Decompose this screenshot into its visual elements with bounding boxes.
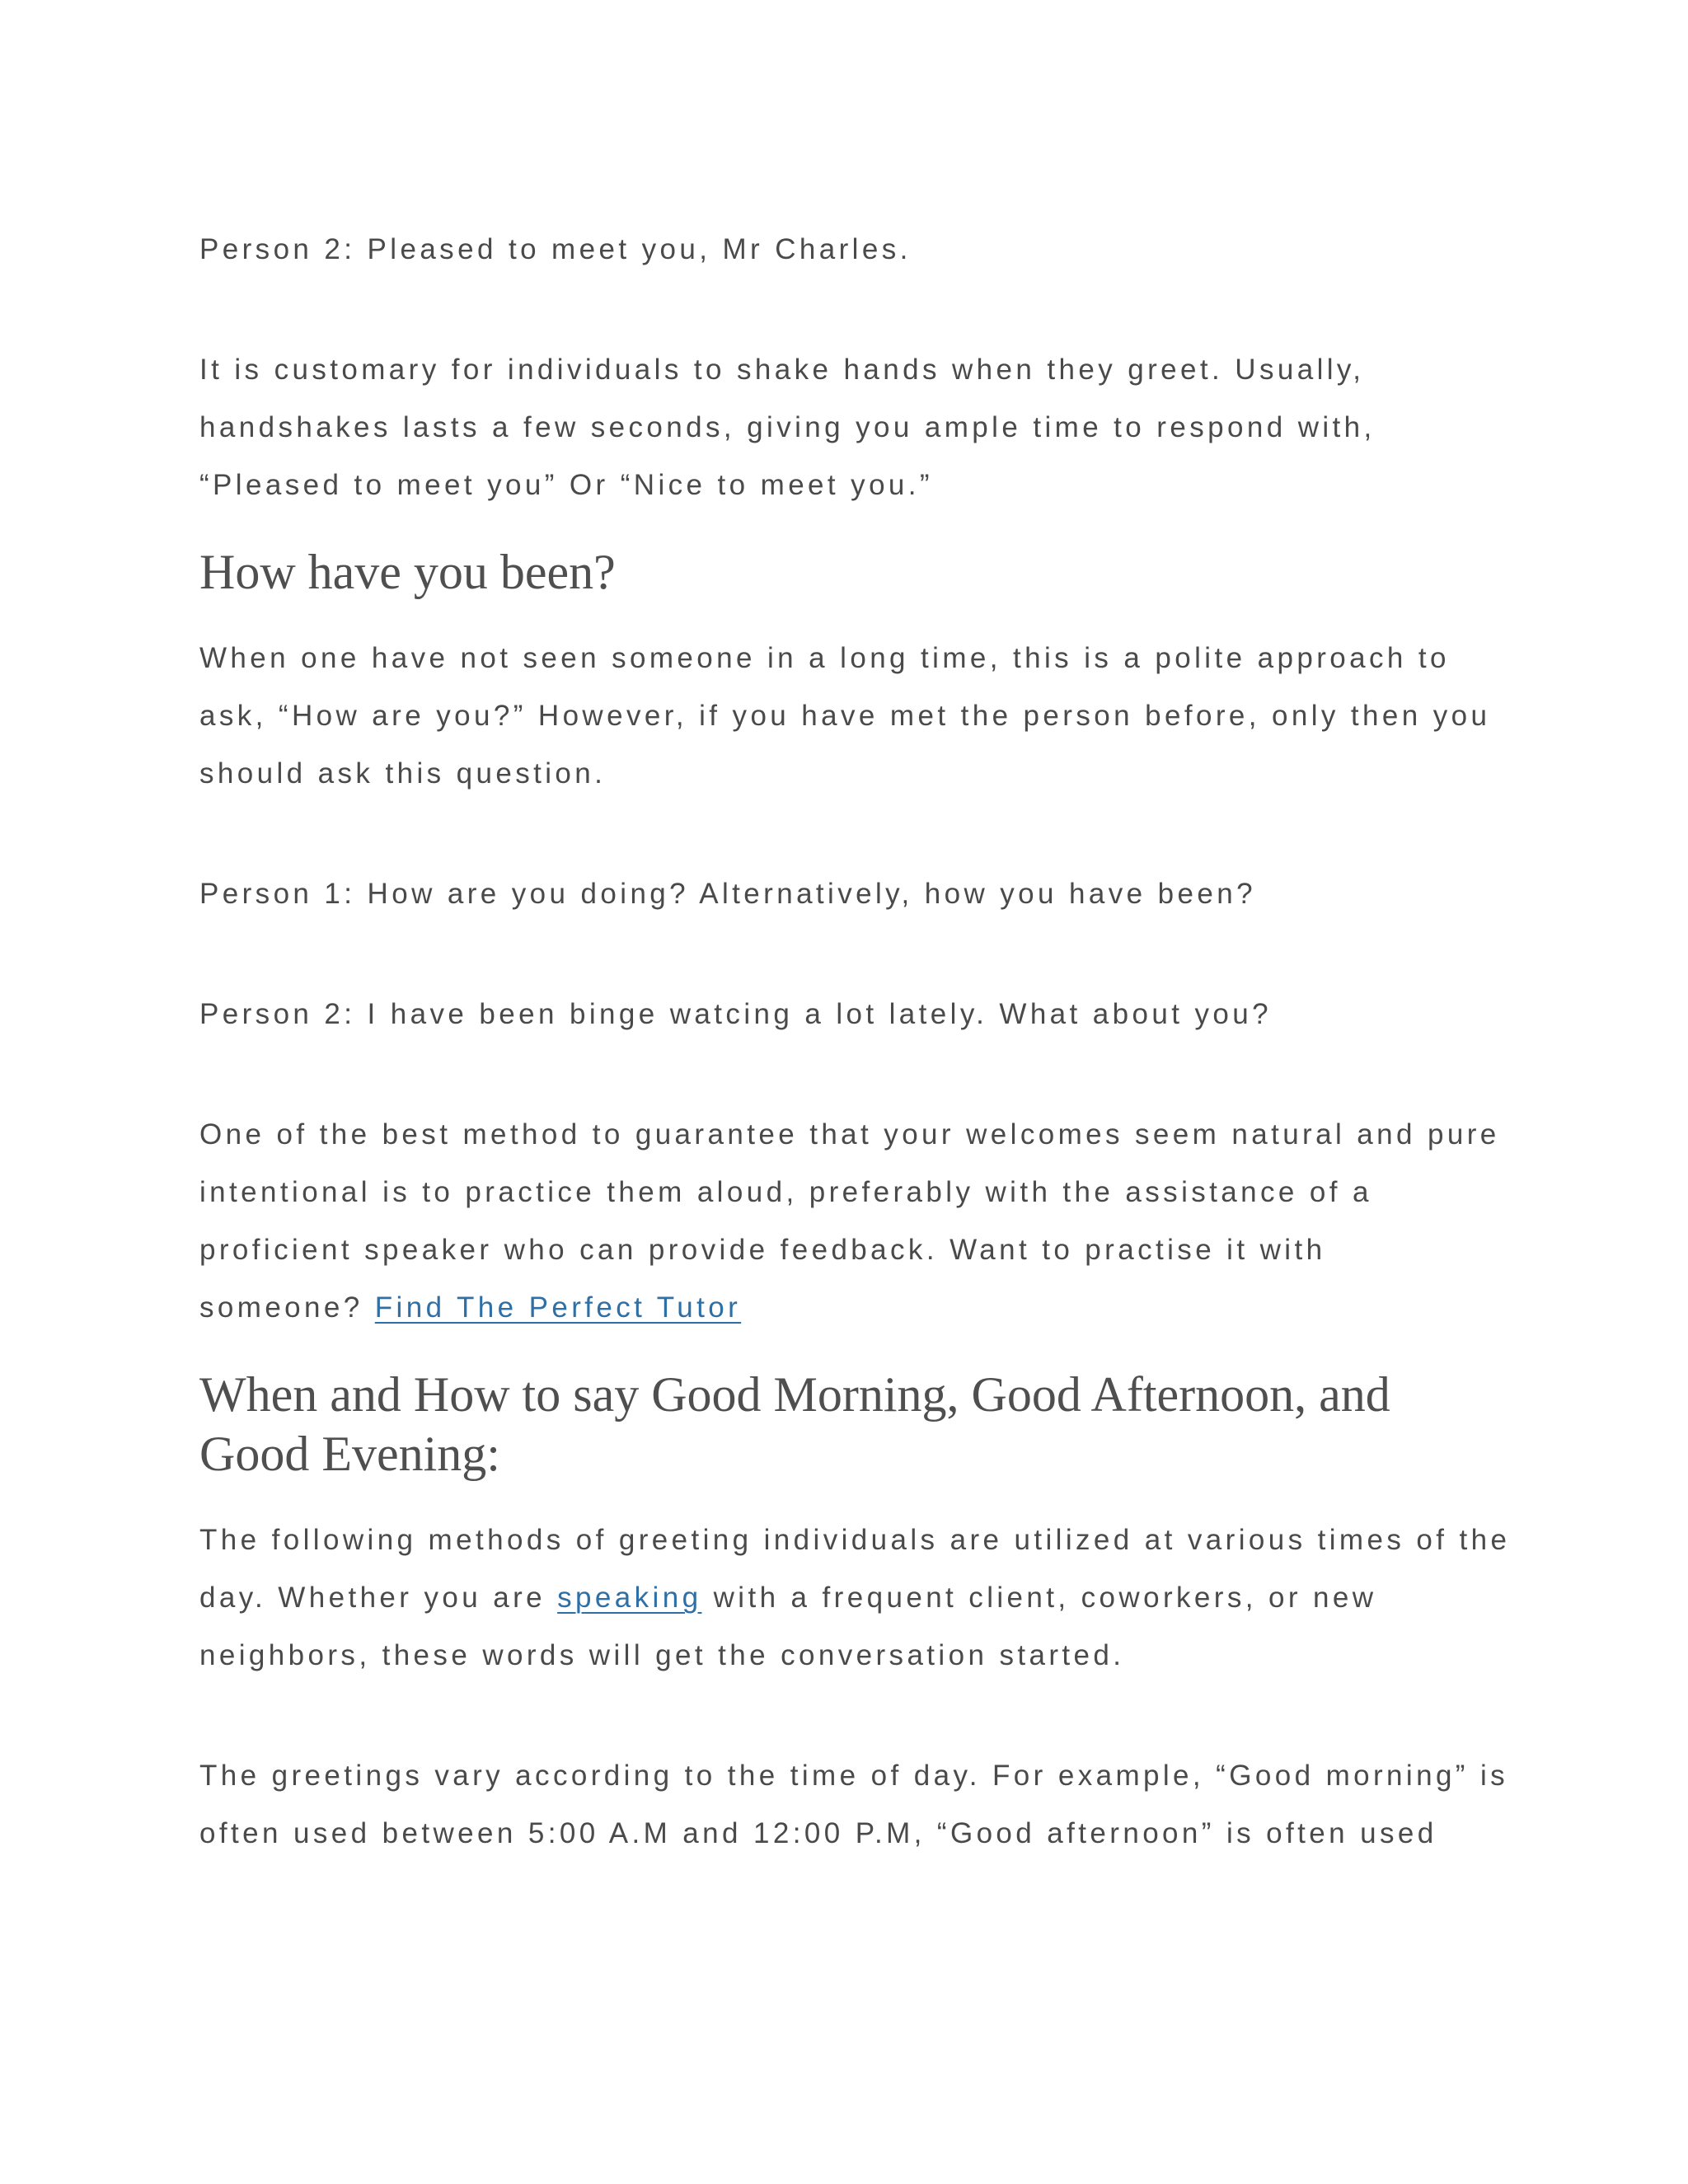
- text-fragment: someone?: [199, 1291, 375, 1324]
- text-line: neighbors, these words will get the conversation started.: [199, 1639, 1125, 1671]
- find-tutor-link[interactable]: Find The Perfect Tutor: [374, 1291, 742, 1324]
- text-line: [199, 1569, 1510, 1627]
- paragraph-greeting-methods: [199, 1511, 1510, 1685]
- paragraph-person2-reply: [199, 986, 1510, 1043]
- text-line: intentional is to practice them aloud, preferably with the assistance of a: [199, 1176, 1372, 1208]
- text-line: ask, “How are you?” However, if you have met the person before, only then you: [199, 700, 1491, 732]
- text-line: often used between 5:00 A.M and 12:00 P.M, “Good afternoon” is often used: [199, 1817, 1437, 1849]
- heading-greetings-by-time: [199, 1365, 1510, 1483]
- text-fragment: with a frequent client, coworkers, or new: [701, 1582, 1377, 1614]
- text-line: The following methods of greeting individuals are utilized at various times of the: [199, 1524, 1511, 1556]
- speaking-link[interactable]: speaking: [557, 1582, 702, 1614]
- paragraph-polite-approach: [199, 630, 1510, 803]
- text-line: Person 2: I have been binge watcing a lot lately. What about you?: [199, 998, 1272, 1030]
- paragraph-practice-aloud: [199, 1106, 1510, 1337]
- text-line: One of the best method to guarantee that your welcomes seem natural and pure: [199, 1118, 1500, 1151]
- heading-how-have-you-been: How have you been?: [199, 545, 616, 599]
- text-line: proficient speaker who can provide feedback. Want to practise it with: [199, 1234, 1326, 1266]
- text-line: Person 1: How are you doing? Alternatively, how you have been?: [199, 878, 1256, 910]
- text-line: It is customary for individuals to shake hands when they greet. Usually,: [199, 354, 1365, 386]
- text-line: When one have not seen someone in a long time, this is a polite approach to: [199, 642, 1450, 674]
- text-line: Person 2: Pleased to meet you, Mr Charles.: [199, 233, 912, 265]
- paragraph-greetings-vary: [199, 1747, 1510, 1863]
- spacer: [199, 1043, 1510, 1106]
- text-fragment: day. Whether you are: [199, 1582, 558, 1614]
- text-line: The greetings vary according to the time of day. For example, “Good morning” is: [199, 1760, 1509, 1792]
- spacer: [199, 279, 1510, 341]
- paragraph-handshake: [199, 341, 1510, 514]
- paragraph-person2-greeting: [199, 221, 1510, 279]
- heading-line: When and How to say Good Morning, Good Afternoon, and: [199, 1367, 1390, 1422]
- spacer: [199, 803, 1510, 865]
- spacer: [199, 1685, 1510, 1747]
- text-line: [199, 1279, 1510, 1337]
- spacer: [199, 923, 1510, 986]
- heading-line: Good Evening:: [199, 1427, 500, 1481]
- paragraph-person1-question: [199, 865, 1510, 923]
- text-line: “Pleased to meet you” Or “Nice to meet you.”: [199, 469, 933, 501]
- text-line: should ask this question.: [199, 757, 607, 790]
- document-page: [199, 221, 1510, 1863]
- text-line: handshakes lasts a few seconds, giving you ample time to respond with,: [199, 411, 1376, 443]
